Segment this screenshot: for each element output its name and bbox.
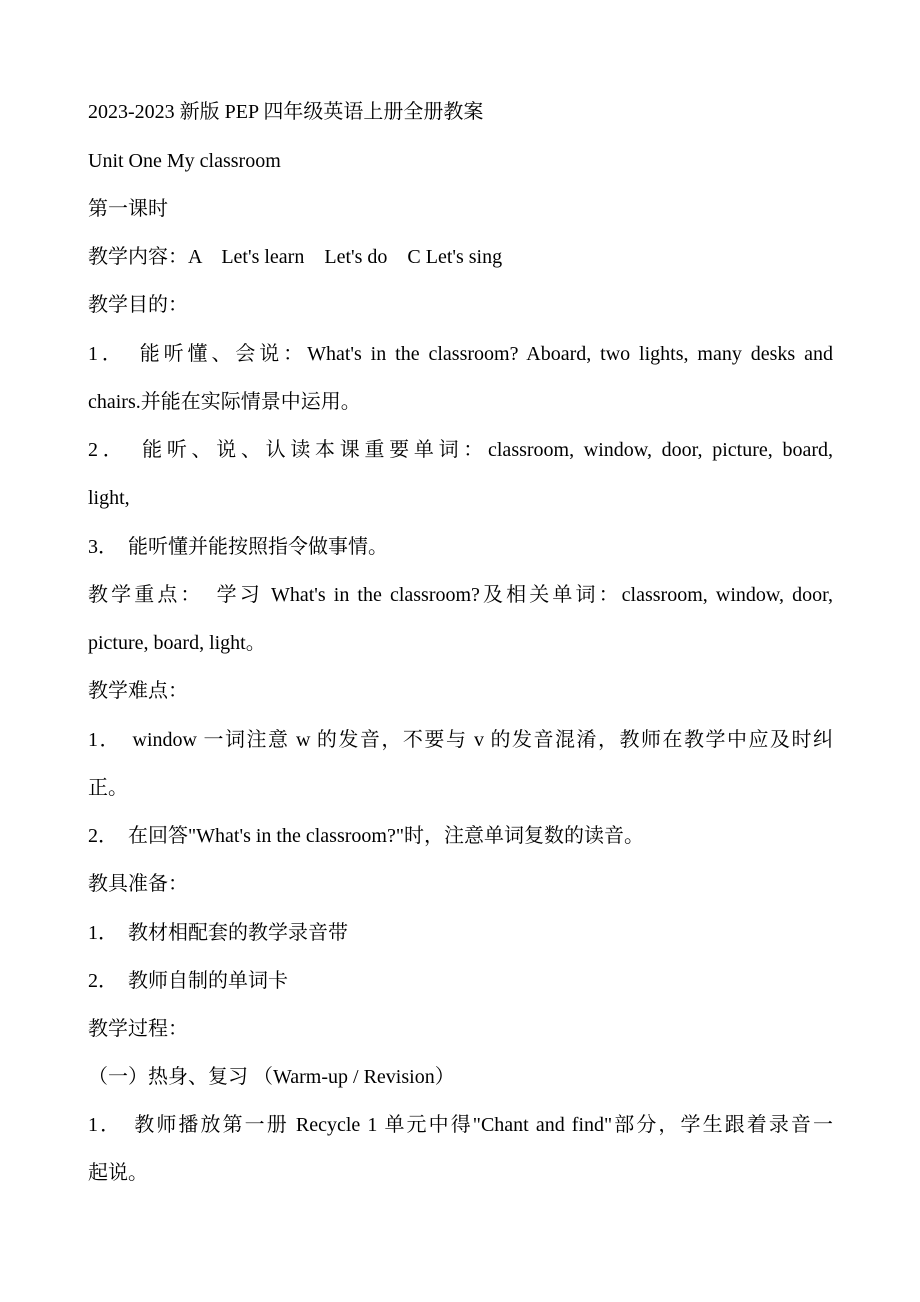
- process-heading: 教学过程：: [88, 1018, 188, 1040]
- aims-heading: 教学目的：: [88, 294, 188, 316]
- difficulty-2: 2． 在回答"What's in the classroom?"时，注意单词复数的读音。: [88, 825, 644, 847]
- aim-1-cont: chairs.并能在实际情景中运用。: [88, 391, 361, 413]
- prep-1: 1． 教材相配套的教学录音带: [88, 922, 348, 944]
- key-points: 教学重点： 学习 What's in the classroom?及相关单词：classroom, window, door,: [88, 584, 833, 606]
- lesson-heading: 第一课时: [88, 198, 168, 220]
- prep-2: 2． 教师自制的单词卡: [88, 970, 288, 992]
- step-1: 1． 教师播放第一册 Recycle 1 单元中得"Chant and find"部分，学生跟着录音一: [88, 1114, 833, 1136]
- teaching-content: 教学内容：A Let's learn Let's do C Let's sing: [88, 246, 503, 268]
- difficulty-1-cont: 正。: [88, 777, 128, 799]
- aim-1: 1． 能听懂、会说：What's in the classroom? Aboard, two lights, many desks and: [88, 343, 833, 365]
- step-1-cont: 起说。: [88, 1162, 148, 1184]
- key-points-cont: picture, board, light。: [88, 632, 266, 654]
- aim-2: 2． 能听、说、认读本课重要单词：classroom, window, door, picture, board,: [88, 439, 833, 461]
- aim-2-cont: light,: [88, 487, 130, 509]
- document-title: 2023-2023 新版 PEP 四年级英语上册全册教案: [88, 101, 484, 123]
- difficulties-heading: 教学难点：: [88, 680, 188, 702]
- warmup-heading: （一）热身、复习 （Warm-up / Revision）: [88, 1066, 455, 1088]
- difficulty-1: 1． window 一词注意 w 的发音，不要与 v 的发音混淆，教师在教学中应及时纠: [88, 729, 833, 751]
- prep-heading: 教具准备：: [88, 873, 188, 895]
- unit-heading: Unit One My classroom: [88, 150, 281, 172]
- aim-3: 3． 能听懂并能按照指令做事情。: [88, 536, 388, 558]
